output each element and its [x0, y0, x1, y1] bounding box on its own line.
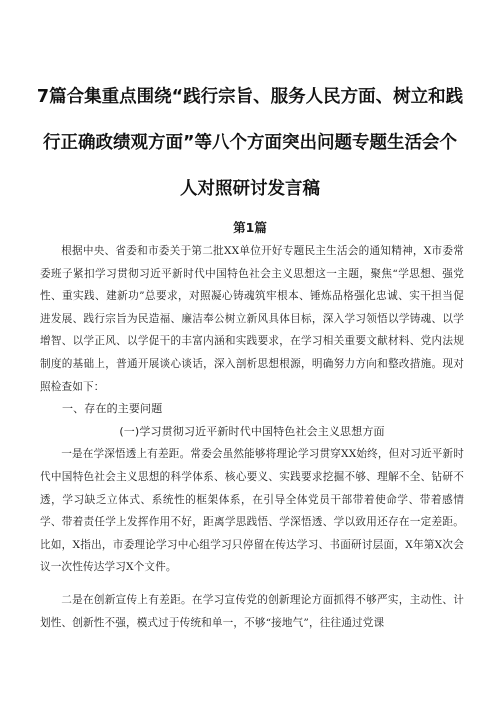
document-title — [20, 74, 480, 212]
title-line-1: 7篇合集重点围绕“践行宗旨、服务人民方面、树立和践 — [36, 87, 464, 107]
heading-level-1: 一、存在的主要问题 — [62, 402, 163, 416]
section-label: 第1篇 — [233, 220, 267, 235]
body-paragraph-continued: 二是在创新宣传上有差距。在学习宣传党的创新理论方面抓得不够严实，主动性、计划性、创新性不强，模式过于传统和单一，不够“接地气”，往往通过党课 — [40, 593, 464, 629]
title-line-3: 人对照研讨发言稿 — [180, 179, 320, 199]
title-line-2: 行正确政绩观方面”等八个方面突出问题专题生活会个 — [43, 133, 457, 153]
document-body — [40, 240, 464, 634]
heading-level-2: (一)学习贯彻习近平新时代中国特色社会主义思想方面 — [119, 424, 385, 438]
body-paragraph: 一是在学深悟透上有差距。常委会虽然能够将理论学习贯穿XX始终，但对习近平新时代中国特色社会主义思想的科学体系、核心要义、实践要求挖掘不够、理解不全、钻研不透，学习缺乏立体式、系统性的框架体系，在引导全体党员干部带着使命学、带着感情学、带着责任学上发挥作用不好，距离学思践悟、学深悟透、学以致用还存在一定差距。比如，X指出，市委理论学习中心组学习只停留在传达学习、书面研讨层面，X年第X次会议一次性传达学习X个文件。 — [40, 448, 464, 574]
intro-paragraph: 根据中央、省委和市委关于第二批XX单位开好专题民主生活会的通知精神，X市委常委班子紧扣学习贯彻习近平新时代中国特色社会主义思想这一主题，聚焦“学思想、强党性、重实践、建新功”总要求，对照凝心铸魂筑牢根本、锤炼品格强化忠诚、实干担当促进发展、践行宗旨为民造福、廉洁奉公树立新风具体目标，深入学习领悟以学铸魂、以学增智、以学正风、以学促干的丰富内涵和实践要求，在学习相关重要文献材料、党内法规制度的基础上，普通开展谈心谈话，深入剖析思想根源，明确努力方向和整改措施。现对照检查如下： — [40, 245, 464, 393]
